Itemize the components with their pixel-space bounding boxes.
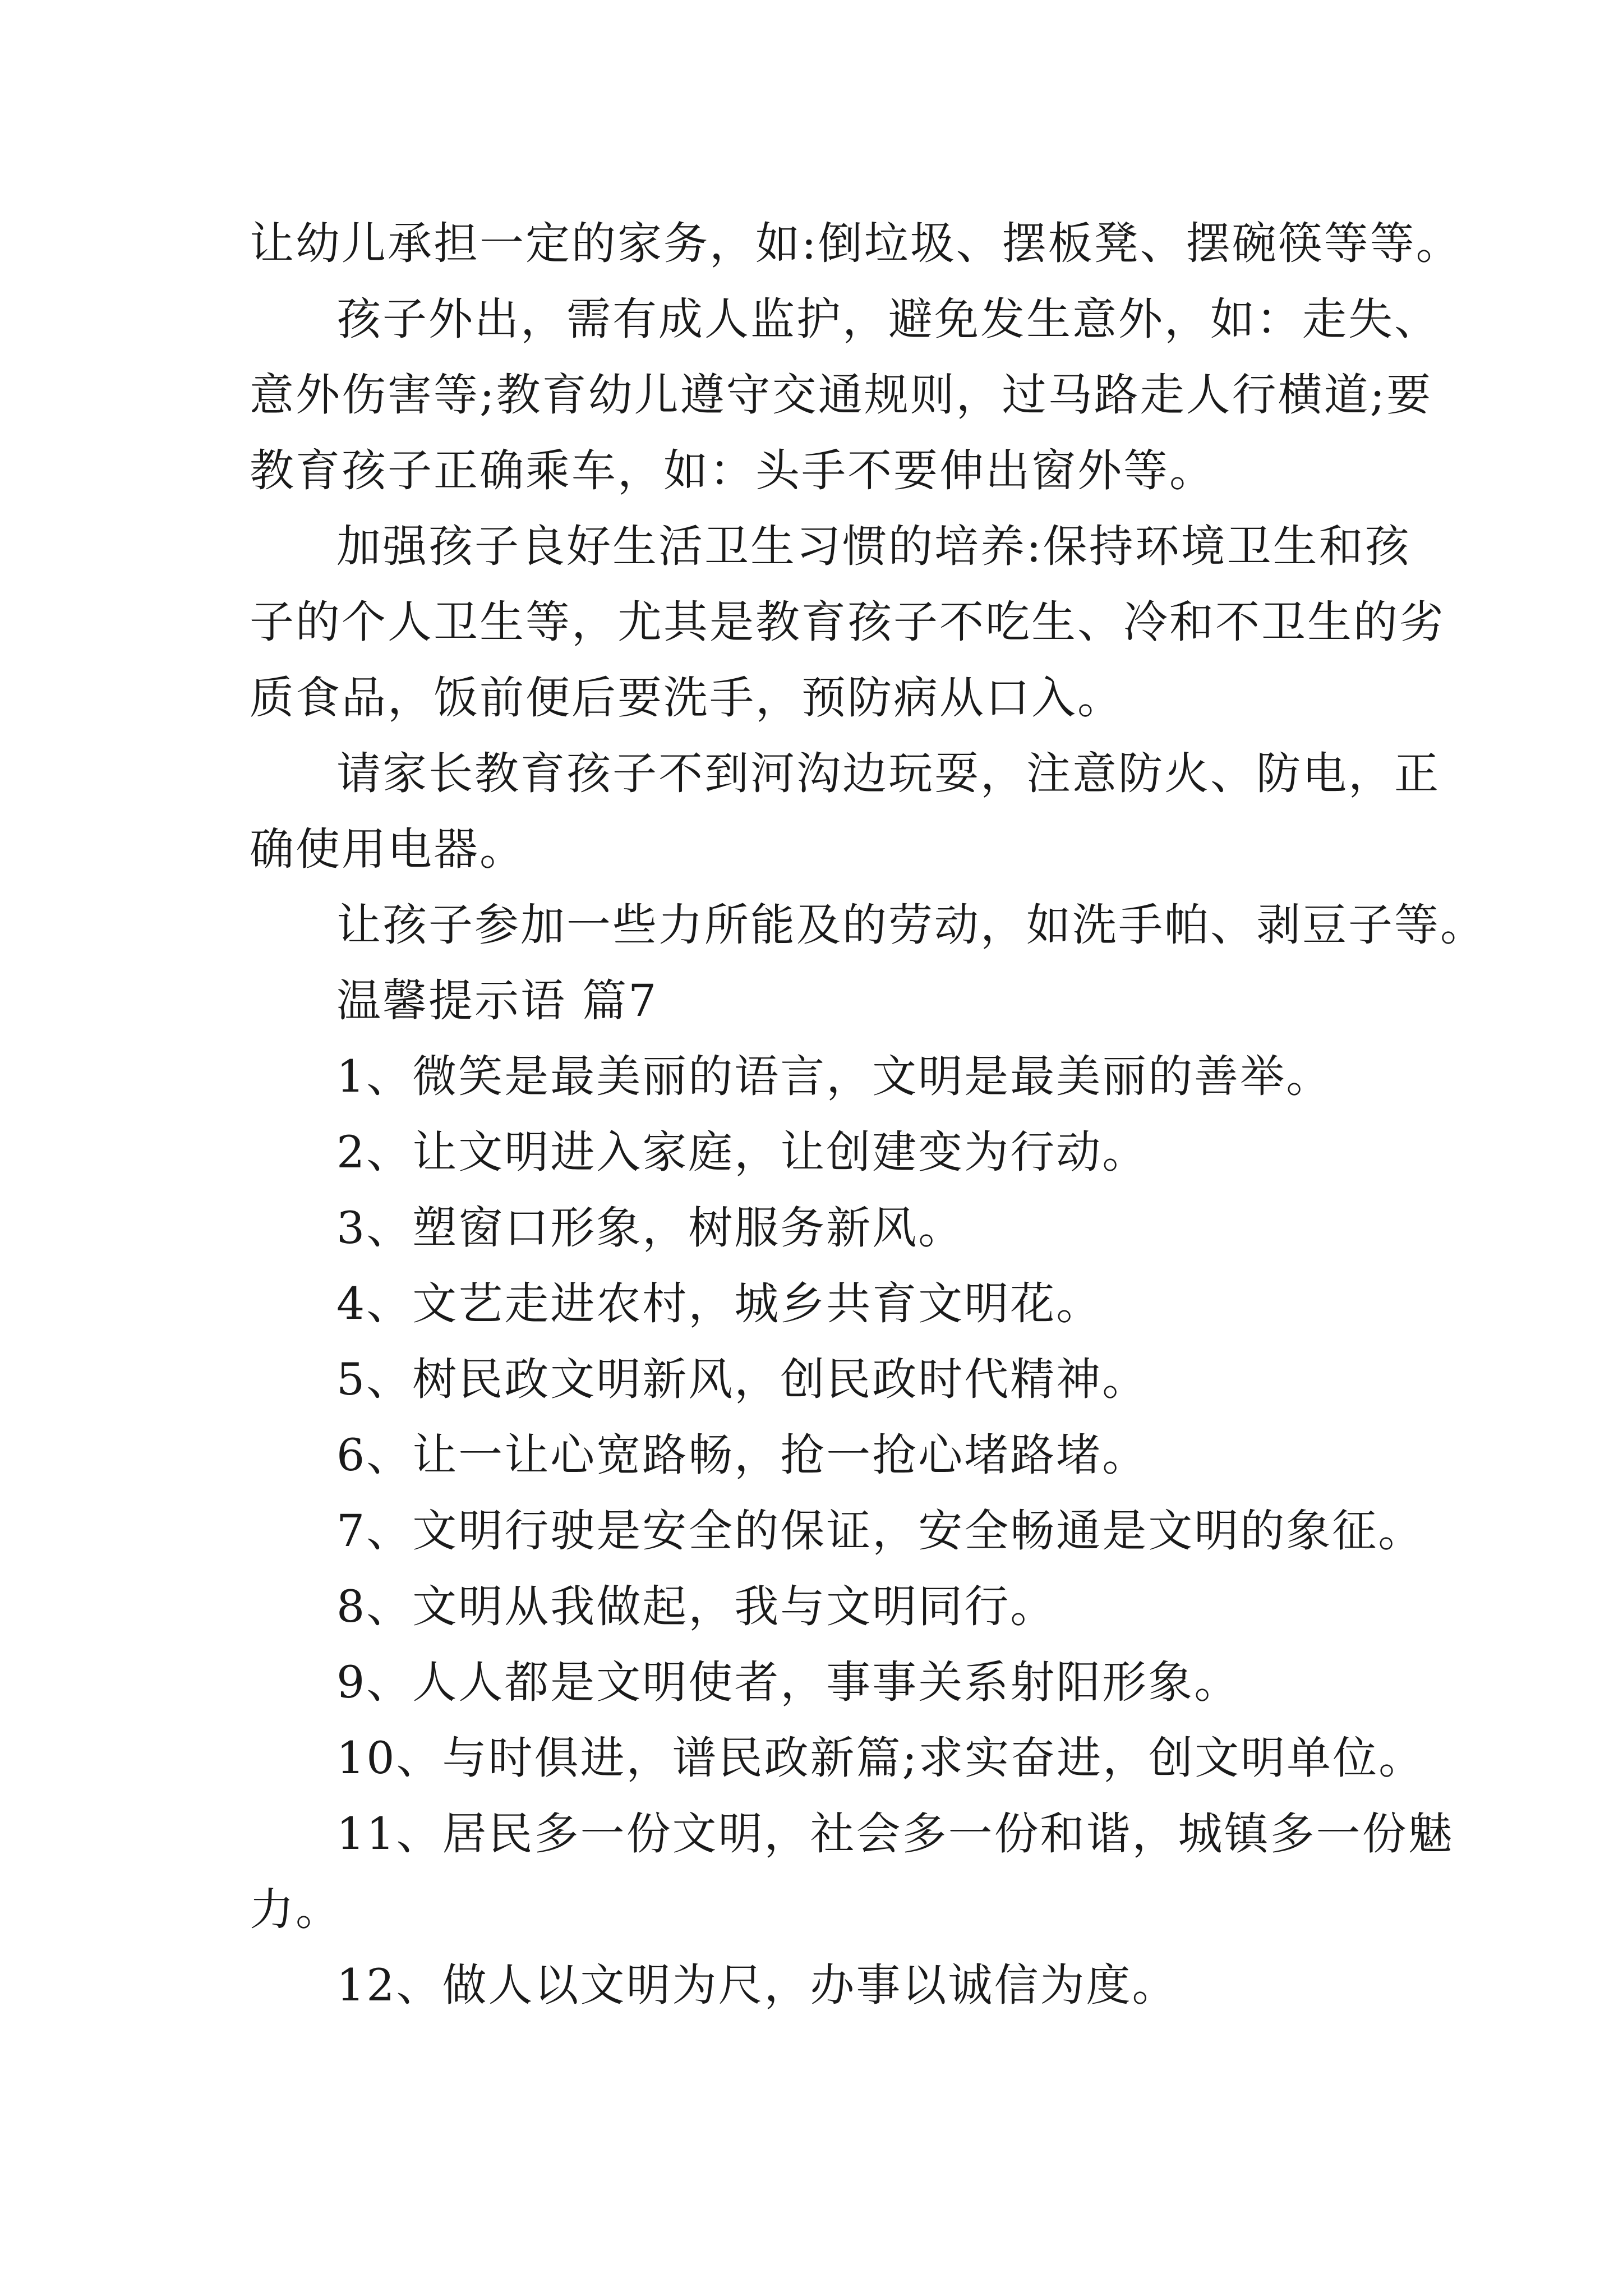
list-item: 8、文明从我做起，我与文明同行。 <box>336 1581 1057 1632</box>
list-item: 2、让文明进入家庭，让创建变为行动。 <box>336 1126 1149 1178</box>
section-heading: 温馨提示语 篇7 <box>336 975 658 1027</box>
list-item: 11、居民多一份文明，社会多一份和谐，城镇多一份魅 <box>336 1808 1454 1860</box>
paragraph-line: 让幼儿承担一定的家务，如:倒垃圾、摆板凳、摆碗筷等等。 <box>250 218 1462 269</box>
paragraph-line: 让孩子参加一些力所能及的劳动，如洗手帕、剥豆子等。 <box>336 899 1486 951</box>
list-item: 10、与时俱进，谱民政新篇;求实奋进，创文明单位。 <box>336 1732 1425 1784</box>
list-item: 1、微笑是最美丽的语言，文明是最美丽的善举。 <box>336 1051 1332 1102</box>
list-item: 5、树民政文明新风，创民政时代精神。 <box>336 1354 1149 1405</box>
paragraph-line: 请家长教育孩子不到河沟边玩耍，注意防火、防电，正 <box>336 748 1440 799</box>
paragraph-line: 确使用电器。 <box>250 823 525 875</box>
list-item-continuation: 力。 <box>250 1884 342 1935</box>
paragraph-line: 意外伤害等;教育幼儿遵守交通规则，过马路走人行横道;要 <box>250 369 1433 421</box>
list-item: 7、文明行驶是安全的保证，安全畅通是文明的象征。 <box>336 1505 1424 1557</box>
paragraph-line: 加强孩子良好生活卫生习惯的培养:保持环境卫生和孩 <box>336 521 1411 572</box>
paragraph-line: 教育孩子正确乘车，如：头手不要伸出窗外等。 <box>250 445 1215 496</box>
paragraph-line: 质食品，饭前便后要洗手，预防病从口入。 <box>250 672 1123 724</box>
list-item: 3、塑窗口形象，树服务新风。 <box>336 1202 965 1254</box>
paragraph-line: 孩子外出，需有成人监护，避免发生意外，如：走失、 <box>336 293 1440 345</box>
list-item: 9、人人都是文明使者，事事关系射阳形象。 <box>336 1657 1241 1708</box>
list-item: 6、让一让心宽路畅，抢一抢心堵路堵。 <box>336 1429 1149 1481</box>
paragraph-line: 子的个人卫生等，尤其是教育孩子不吃生、冷和不卫生的劣 <box>250 596 1445 648</box>
list-item: 12、做人以文明为尺，办事以诚信为度。 <box>336 1959 1178 2011</box>
list-item: 4、文艺走进农村，城乡共育文明花。 <box>336 1278 1103 1329</box>
